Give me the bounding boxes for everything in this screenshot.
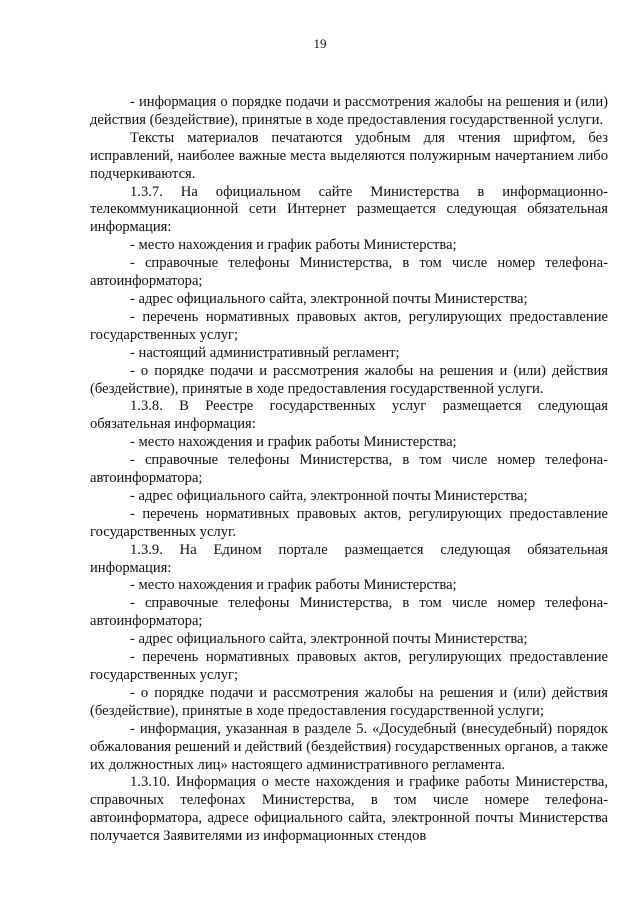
list-item: - справочные телефоны Министерства, в том числе номер телефона-автоинформатора; <box>90 595 608 630</box>
section-1-3-7: 1.3.7. На официальном сайте Министерства в информационно-телекоммуникационной сети Интернет размещается следующая обязательная информация: <box>90 183 608 236</box>
section-1-3-9: 1.3.9. На Едином портале размещается следующая обязательная информация: <box>90 541 608 576</box>
document-body <box>90 94 608 846</box>
list-item: - место нахождения и график работы Министерства; <box>130 237 457 254</box>
list-item: - перечень нормативных правовых актов, регулирующих предоставление государственных услуг; <box>90 308 608 343</box>
page-number: 19 <box>313 36 327 51</box>
list-item: - место нахождения и график работы Министерства; <box>130 577 457 594</box>
list-item: - настоящий административный регламент; <box>130 344 400 361</box>
list-item: - место нахождения и график работы Министерства; <box>130 434 457 451</box>
list-item: - перечень нормативных правовых актов, регулирующих предоставление государственных услуг. <box>90 505 608 540</box>
list-item: - справочные телефоны Министерства, в том числе номер телефона-автоинформатора; <box>90 452 608 487</box>
list-item: - адрес официального сайта, электронной почты Министерства; <box>130 631 528 648</box>
paragraph: - информация о порядке подачи и рассмотрения жалобы на решения и (или) действия (бездействие), принятые в ходе предоставления государственной услуги. <box>90 94 608 128</box>
list-item: - информация, указанная в разделе 5. «Досудебный (внесудебный) порядок обжалования решений и действий (бездействия) государственных органов, а также их должностных лиц» настоящего административного регламента. <box>90 720 608 773</box>
paragraph: Тексты материалов печатаются удобным для чтения шрифтом, без исправлений, наиболее важные места выделяются полужирным начертанием либо подчеркиваются. <box>90 129 608 182</box>
list-item: - о порядке подачи и рассмотрения жалобы на решения и (или) действия (бездействие), принятые в ходе предоставления государственной услуги. <box>90 362 608 397</box>
list-item: - справочные телефоны Министерства, в том числе номер телефона-автоинформатора; <box>90 255 608 290</box>
list-item: - о порядке подачи и рассмотрения жалобы на решения и (или) действия (бездействие), принятые в ходе предоставления государственной услуги; <box>90 684 608 719</box>
section-1-3-8: 1.3.8. В Реестре государственных услуг размещается следующая обязательная информация: <box>90 398 608 433</box>
list-item: - адрес официального сайта, электронной почты Министерства; <box>130 290 528 307</box>
section-1-3-10: 1.3.10. Информация о месте нахождения и графике работы Министерства, справочных телефонах Министерства, в том числе номере телефона-автоинформатора, адресе официального сайта, электронной почты Министерства получается Заявителями из информационных стендов <box>90 774 608 845</box>
list-item: - перечень нормативных правовых актов, регулирующих предоставление государственных услуг; <box>90 649 608 683</box>
list-item: - адрес официального сайта, электронной почты Министерства; <box>130 487 528 504</box>
